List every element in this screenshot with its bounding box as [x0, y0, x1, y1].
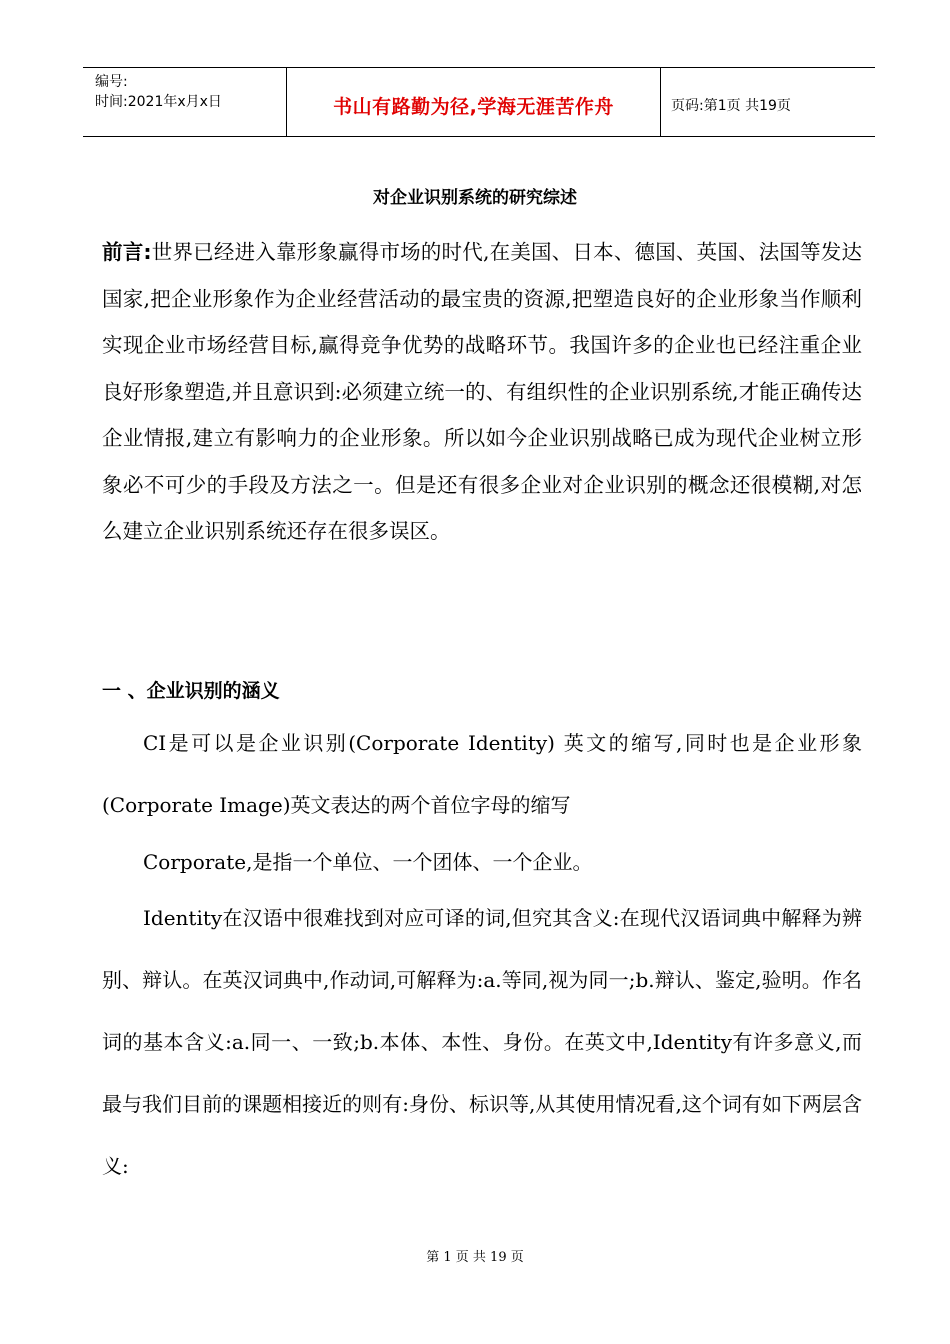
preface-text: 世界已经进入靠形象赢得市场的时代,在美国、日本、德国、英国、法国等发达国家,把企业形象作为企业经营活动的最宝贵的资源,把塑造良好的企业形象当作顺利实现企业市场经营目标,赢得竞争优势的战略环节。我国许多的企业也已经注重企业良好形象塑造,并且意识到:必须建立统一的、有组织性的企业识别系统,才能正确传达企业情报,建立有影响力的企业形象。所以如今企业识别战略已成为现代企业树立形象必不可少的手段及方法之一。但是还有很多企业对企业识别的概念还很模糊,对怎么建立企业识别系统还存在很多误区。	[102, 240, 862, 543]
section-heading: 一 、企业识别的涵义	[102, 680, 280, 702]
header-motto-cell	[287, 68, 661, 136]
page-footer: 第 1 页 共 19 页	[426, 1250, 524, 1265]
document-title: 对企业识别系统的研究综述	[373, 188, 577, 208]
header-motto: 书山有路勤为径,学海无涯苦作舟	[333, 96, 614, 118]
document-time-label: 时间:2021年x月x日	[95, 94, 222, 110]
paragraph-ci-definition: CI是可以是企业识别(Corporate Identity) 英文的缩写,同时也是企业形象(Corporate Image)英文表达的两个首位字母的缩写	[102, 731, 862, 817]
preface-lead: 前言:	[102, 240, 152, 264]
header-page-cell	[661, 68, 875, 136]
paragraph-identity: Identity在汉语中很难找到对应可译的词,但究其含义:在现代汉语词典中解释为辨别、辩认。在英汉词典中,作动词,可解释为:a.等同,视为同一;b.辩认、鉴定,验明。作名词的基本含义:a.同一、一致;b.本体、本性、身份。在英文中,Identity有许多意义,而最与我们目前的课题相接近的则有:身份、标识等,从其使用情况看,这个词有如下两层含义:	[102, 906, 862, 1178]
header-meta-cell	[83, 68, 287, 136]
document-number-label: 编号:	[95, 74, 128, 90]
header-table	[83, 67, 875, 137]
paragraph-corporate: Corporate,是指一个单位、一个团体、一个企业。	[143, 850, 593, 874]
header-page-label: 页码:第1页 共19页	[671, 98, 791, 114]
preface-paragraph	[102, 229, 862, 555]
